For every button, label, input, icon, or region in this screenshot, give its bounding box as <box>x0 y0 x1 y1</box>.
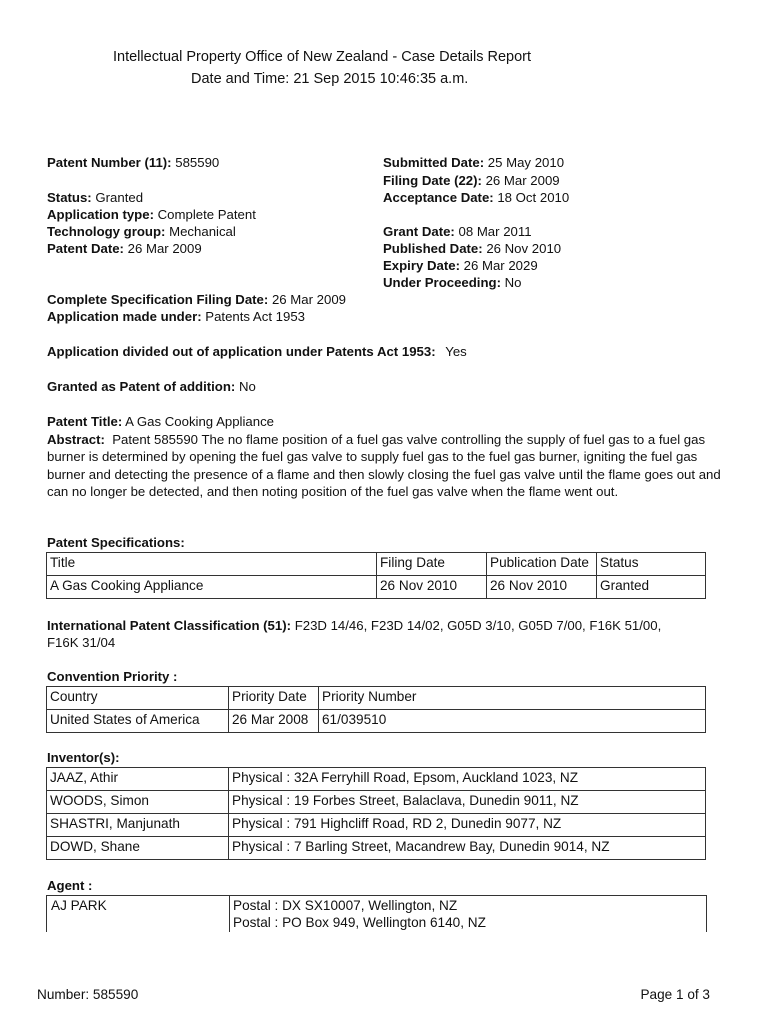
submitted-label: Submitted Date: <box>383 155 485 170</box>
patent-date-label: Patent Date: <box>47 241 124 256</box>
agent-address-1: Postal : DX SX10007, Wellington, NZ <box>233 898 458 913</box>
grant-value: 08 Mar 2011 <box>458 224 532 239</box>
title-label: Patent Title: <box>47 414 123 429</box>
filing-row <box>383 173 560 188</box>
inventor-name: JAAZ, Athir <box>47 768 229 791</box>
specs-heading: Patent Specifications: <box>47 535 185 550</box>
report-title: Intellectual Property Office of New Zealand - Case Details Report <box>113 49 532 65</box>
ipc-value-line2: F16K 31/04 <box>47 635 116 650</box>
table-row <box>47 814 706 837</box>
inventor-address: Physical : 7 Barling Street, Macandrew Bay, Dunedin 9014, NZ <box>229 837 706 860</box>
tech-group-value: Mechanical <box>169 224 236 239</box>
addition-label: Granted as Patent of addition: <box>47 379 236 394</box>
divided-label: Application divided out of application under Patents Act 1953: <box>47 344 436 359</box>
status-label: Status: <box>47 190 92 205</box>
footer-number: Number: 585590 <box>37 987 139 1002</box>
inventor-name: DOWD, Shane <box>47 837 229 860</box>
specs-cell: A Gas Cooking Appliance <box>47 576 377 599</box>
ipc-row <box>47 618 661 633</box>
priority-heading: Convention Priority : <box>47 669 178 684</box>
proceeding-label: Under Proceeding: <box>383 275 501 290</box>
inventor-address: Physical : 19 Forbes Street, Balaclava, Dunedin 9011, NZ <box>229 791 706 814</box>
agent-name: AJ PARK <box>51 898 107 913</box>
agent-table <box>46 895 707 932</box>
published-label: Published Date: <box>383 241 483 256</box>
table-header-row <box>47 553 706 576</box>
addition-value: No <box>238 379 256 394</box>
priority-col-number: Priority Number <box>319 687 706 710</box>
patent-date-value: 26 Mar 2009 <box>127 241 202 256</box>
made-under-label: Application made under: <box>47 309 202 324</box>
inventor-name: SHASTRI, Manjunath <box>47 814 229 837</box>
status-value: Granted <box>95 190 144 205</box>
acceptance-row <box>383 190 569 205</box>
agent-divider <box>229 896 230 932</box>
published-row <box>383 241 561 256</box>
made-under-row <box>47 309 305 324</box>
priority-cell: 61/039510 <box>319 710 706 733</box>
footer-page: Page 1 of 3 <box>640 987 710 1002</box>
patent-number-value: 585590 <box>175 155 220 170</box>
app-type-row <box>47 207 256 222</box>
made-under-value: Patents Act 1953 <box>205 309 305 324</box>
specs-cell: Granted <box>597 576 706 599</box>
table-row <box>47 576 706 599</box>
agent-heading: Agent : <box>47 878 93 893</box>
divided-row <box>47 344 467 359</box>
title-value: A Gas Cooking Appliance <box>125 414 274 429</box>
tech-group-label: Technology group: <box>47 224 166 239</box>
app-type-label: Application type: <box>47 207 154 222</box>
specs-col-filing: Filing Date <box>377 553 487 576</box>
inventor-address: Physical : 32A Ferryhill Road, Epsom, Auckland 1023, NZ <box>229 768 706 791</box>
inventors-table <box>46 767 706 860</box>
spec-filing-value: 26 Mar 2009 <box>271 292 347 307</box>
ipc-label: International Patent Classification (51): <box>47 618 292 633</box>
app-type-value: Complete Patent <box>157 207 256 222</box>
proceeding-row <box>383 275 522 290</box>
divided-value: Yes <box>445 344 467 359</box>
tech-group-row <box>47 224 236 239</box>
agent-address-2: Postal : PO Box 949, Wellington 6140, NZ <box>233 915 486 930</box>
proceeding-value: No <box>504 275 522 290</box>
table-row <box>47 791 706 814</box>
patent-date-row <box>47 241 202 256</box>
spec-filing-label: Complete Specification Filing Date: <box>47 292 269 307</box>
expiry-label: Expiry Date: <box>383 258 460 273</box>
inventor-name: WOODS, Simon <box>47 791 229 814</box>
filing-value: 26 Mar 2009 <box>485 173 560 188</box>
abstract-block <box>47 431 727 501</box>
table-row <box>47 768 706 791</box>
priority-cell: United States of America <box>47 710 229 733</box>
acceptance-label: Acceptance Date: <box>383 190 494 205</box>
ipc-value: F23D 14/46, F23D 14/02, G05D 3/10, G05D 7/00, F16K 51/00, <box>294 618 662 633</box>
table-row <box>47 710 706 733</box>
addition-row <box>47 379 256 394</box>
priority-col-date: Priority Date <box>229 687 319 710</box>
specs-col-status: Status <box>597 553 706 576</box>
table-header-row <box>47 687 706 710</box>
submitted-value: 25 May 2010 <box>487 155 565 170</box>
priority-table <box>46 686 706 733</box>
title-row <box>47 414 274 429</box>
expiry-value: 26 Mar 2029 <box>463 258 538 273</box>
specs-col-title: Title <box>47 553 377 576</box>
inventors-heading: Inventor(s): <box>47 750 120 765</box>
report-datetime: Date and Time: 21 Sep 2015 10:46:35 a.m. <box>191 71 469 87</box>
status-row <box>47 190 143 205</box>
specs-cell: 26 Nov 2010 <box>487 576 597 599</box>
priority-cell: 26 Mar 2008 <box>229 710 319 733</box>
acceptance-value: 18 Oct 2010 <box>497 190 570 205</box>
abstract-text: Patent 585590 The no flame position of a fuel gas valve controlling the supply of fuel gas to a fuel gas burner is determined by opening the fuel gas valve to supply fuel gas to the fuel gas burner, igniting the fuel gas burner and detecting the presence of a flame and then slowly closing the fuel gas valve until the flame goes out and can no longer be detected, and then noting position of the fuel gas valve when the flame went out. <box>47 432 721 500</box>
grant-label: Grant Date: <box>383 224 455 239</box>
submitted-row <box>383 155 564 170</box>
specs-col-publication: Publication Date <box>487 553 597 576</box>
specs-cell: 26 Nov 2010 <box>377 576 487 599</box>
filing-label: Filing Date (22): <box>383 173 482 188</box>
inventor-address: Physical : 791 Highcliff Road, RD 2, Dunedin 9077, NZ <box>229 814 706 837</box>
table-row <box>47 837 706 860</box>
grant-row <box>383 224 532 239</box>
spec-filing-row <box>47 292 346 307</box>
abstract-label: Abstract: <box>47 432 105 447</box>
specs-table <box>46 552 706 599</box>
priority-col-country: Country <box>47 687 229 710</box>
published-value: 26 Nov 2010 <box>486 241 562 256</box>
expiry-row <box>383 258 538 273</box>
patent-number-label: Patent Number (11): <box>47 155 172 170</box>
patent-number-row <box>47 155 219 170</box>
